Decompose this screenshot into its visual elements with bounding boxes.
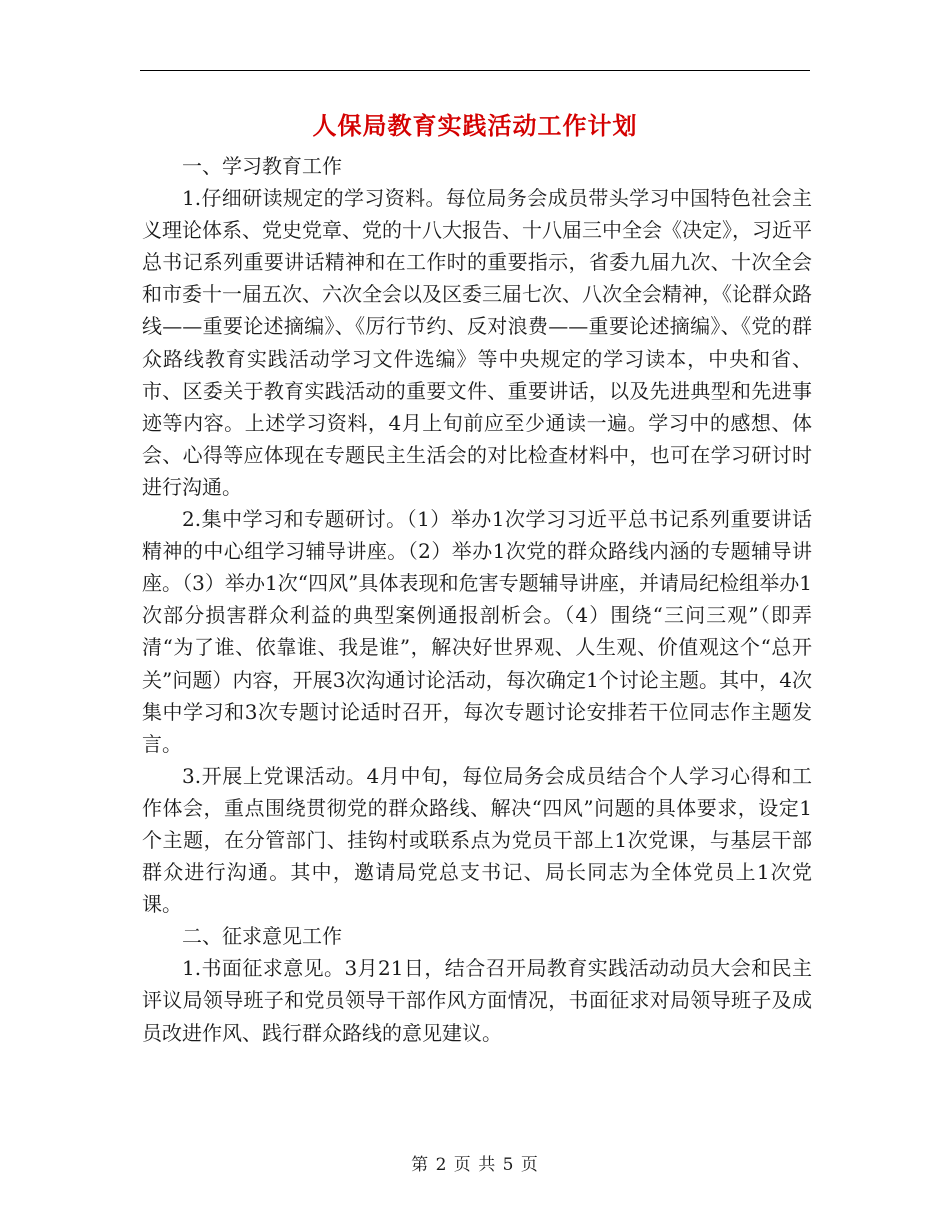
document-title: 人保局教育实践活动工作计划 xyxy=(312,111,638,140)
document-body xyxy=(142,150,812,1049)
paragraph-study-materials: 1.仔细研读规定的学习资料。每位局务会成员带头学习中国特色社会主义理论体系、党史党章、党的十八大报告、十八届三中全会《决定》，习近平总书记系列重要讲话精神和在工作时的重要指示，省委九届九次、十次全会和市委十一届五次、六次全会以及区委三届七次、八次全会精神，《论群众路线——重要论述摘编》、《厉行节约、反对浪费——重要论述摘编》、《党的群众路线教育实践活动学习文件选编》等中央规定的学习读本，中央和省、市、区委关于教育实践活动的重要文件、重要讲话，以及先进典型和先进事迹等内容。上述学习资料，4月上旬前应至少通读一遍。学习中的感想、体会、心得等应体现在专题民主生活会的对比检查材料中，也可在学习研讨时进行沟通。 xyxy=(142,186,812,499)
paragraph-group-study: 2.集中学习和专题研讨。（1）举办1次学习习近平总书记系列重要讲话精神的中心组学习辅导讲座。（2）举办1次党的群众路线内涵的专题辅导讲座。（3）举办1次“四风”具体表现和危害专题辅导讲座，并请局纪检组举办1次部分损害群众利益的典型案例通报剖析会。（4）围绕“三问三观”（即弄清“为了谁、依靠谁、我是谁”，解决好世界观、人生观、价值观这个“总开关”问题）内容，开展3次沟通讨论活动，每次确定1个讨论主题。其中，4次集中学习和3次专题讨论适时召开，每次专题讨论安排若干位同志作主题发言。 xyxy=(142,507,812,756)
paragraph-party-lecture: 3.开展上党课活动。4月中旬，每位局务会成员结合个人学习心得和工作体会，重点围绕贯彻党的群众路线、解决“四风”问题的具体要求，设定1个主题，在分管部门、挂钩村或联系点为党员干部上1次党课，与基层干部群众进行沟通。其中，邀请局党总支书记、局长同志为全体党员上1次党课。 xyxy=(142,763,812,917)
section-heading-study: 一、学习教育工作 xyxy=(182,154,342,178)
page-number-footer: 第 2 页 共 5 页 xyxy=(411,1155,539,1175)
section-heading-opinions: 二、征求意见工作 xyxy=(182,924,342,949)
paragraph-written-opinions: 1.书面征求意见。3月21日，结合召开局教育实践活动动员大会和民主评议局领导班子和党员领导干部作风方面情况，书面征求对局领导班子及成员改进作风、践行群众路线的意见建议。 xyxy=(142,956,812,1045)
header-rule xyxy=(140,70,810,71)
